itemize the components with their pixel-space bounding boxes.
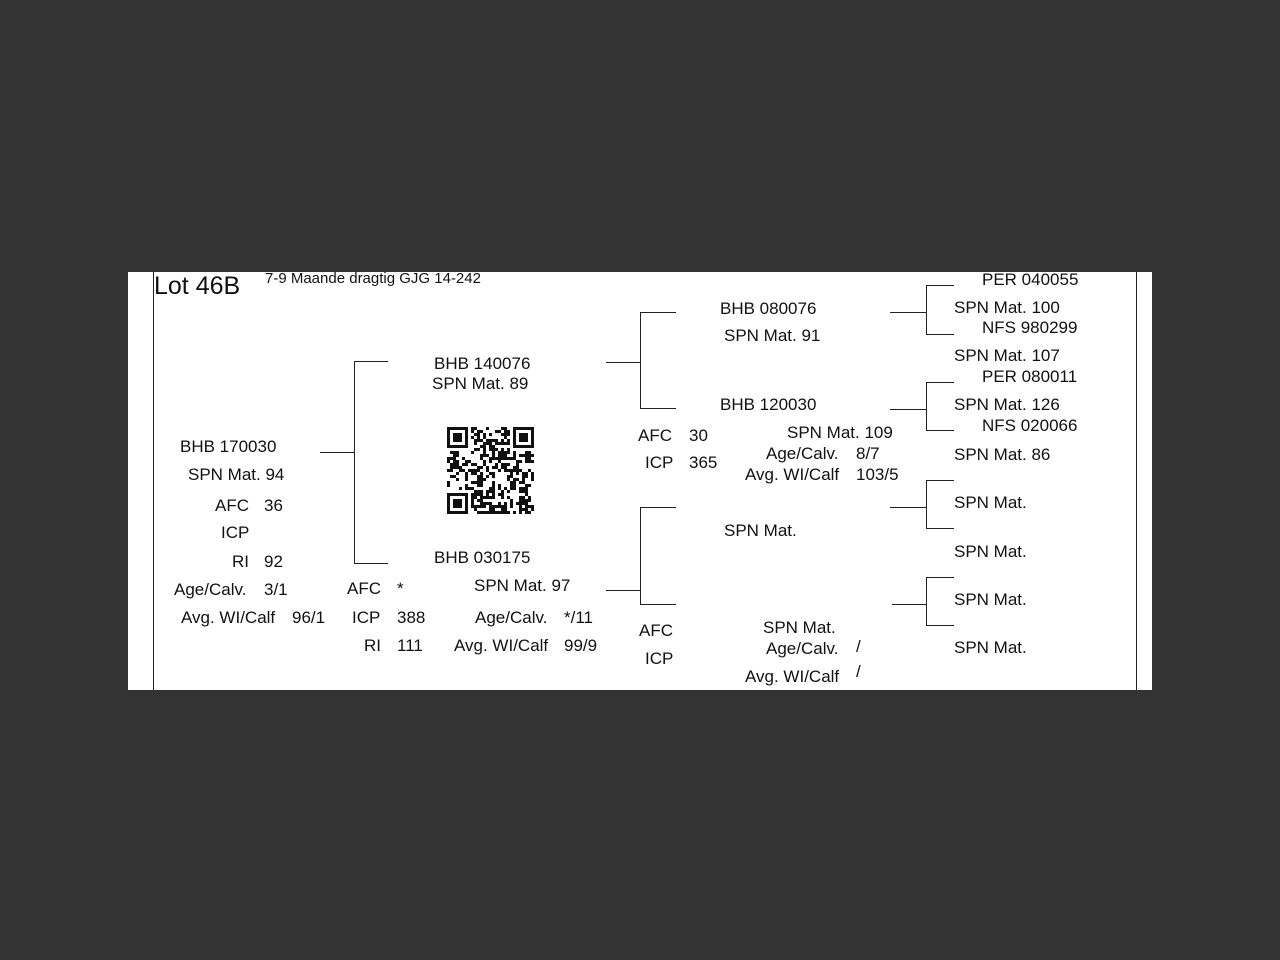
- gen4-ss-sire-id: PER 040055: [982, 272, 1079, 289]
- dam-wi-value: 99/9: [564, 636, 598, 655]
- bracket-animal-bottom: [354, 563, 388, 564]
- dam-dam-icp-label: ICP: [645, 649, 674, 668]
- dam-icp-label: ICP: [352, 608, 381, 627]
- bracket-ss-stem: [890, 312, 926, 313]
- dam-dam-afc-label: AFC: [639, 621, 673, 640]
- sire-dam-afc-label: AFC: [638, 426, 672, 445]
- bracket-dam-stem: [606, 590, 640, 591]
- bracket-dd-bottom: [926, 625, 954, 626]
- animal-id: BHB 170030: [180, 437, 277, 456]
- animal-age-label: Age/Calv.: [174, 580, 247, 599]
- animal-age-value: 3/1: [264, 580, 288, 599]
- lot-subtitle: 7-9 Maande dragtig GJG 14-242: [265, 272, 481, 287]
- gen4-sd-dam-id: NFS 020066: [982, 416, 1078, 435]
- sire-sire-id: BHB 080076: [720, 299, 817, 318]
- bracket-animal-stem: [320, 452, 354, 453]
- animal-spn: SPN Mat. 94: [188, 465, 285, 484]
- dam-afc-label: AFC: [347, 579, 381, 598]
- sire-dam-icp-value: 365: [689, 453, 718, 472]
- animal-wi-label: Avg. WI/Calf: [181, 608, 276, 627]
- sire-dam-age-label: Age/Calv.: [766, 444, 839, 463]
- sire-dam-wi-value: 103/5: [856, 465, 899, 484]
- bracket-ss-bottom: [926, 334, 954, 335]
- lot-title: Lot 46B: [154, 272, 241, 300]
- dam-wi-label: Avg. WI/Calf: [454, 636, 549, 655]
- dam-sire-spn: SPN Mat.: [724, 521, 797, 540]
- sire-dam-icp-label: ICP: [645, 453, 674, 472]
- dam-dam-age-value: /: [856, 637, 861, 656]
- bracket-ss-vertical: [926, 285, 927, 335]
- animal-ri-label: RI: [232, 552, 249, 571]
- bracket-ds-top: [926, 480, 954, 481]
- sire-dam-id: BHB 120030: [720, 395, 817, 414]
- bracket-sire-stem: [606, 362, 640, 363]
- dam-afc-value: *: [397, 579, 404, 598]
- gen4-sd-dam-spn: SPN Mat. 86: [954, 445, 1051, 464]
- animal-afc-label: AFC: [215, 496, 249, 515]
- animal-wi-value: 96/1: [292, 608, 326, 627]
- bracket-sire-bottom: [640, 408, 676, 409]
- gen4-ds-sire-spn: SPN Mat.: [954, 493, 1027, 512]
- bracket-sire-top: [640, 312, 676, 313]
- dam-spn: SPN Mat. 97: [474, 576, 571, 595]
- dam-ri-value: 111: [397, 636, 423, 655]
- pedigree-document: [128, 272, 1152, 690]
- animal-afc-value: 36: [264, 496, 283, 515]
- sire-dam-spn: SPN Mat. 109: [787, 423, 893, 442]
- sire-sire-spn: SPN Mat. 91: [724, 326, 821, 345]
- bracket-dd-vertical: [926, 577, 927, 626]
- sire-id: BHB 140076: [434, 354, 531, 373]
- bracket-dam-top: [640, 507, 676, 508]
- bracket-ds-stem: [890, 507, 926, 508]
- right-border-line: [1136, 272, 1137, 690]
- dam-age-label: Age/Calv.: [475, 608, 548, 627]
- dam-id: BHB 030175: [434, 548, 531, 567]
- animal-ri-value: 92: [264, 552, 283, 571]
- gen4-sd-sire-id: PER 080011: [982, 367, 1078, 386]
- bracket-ds-bottom: [926, 528, 954, 529]
- gen4-dd-dam-spn: SPN Mat.: [954, 638, 1027, 657]
- qr-code: [447, 427, 534, 514]
- dam-ri-label: RI: [364, 636, 381, 655]
- animal-icp-label: ICP: [221, 523, 250, 542]
- bracket-dam-bottom: [640, 604, 676, 605]
- bracket-sd-stem: [890, 409, 926, 410]
- sire-dam-afc-value: 30: [689, 426, 708, 445]
- gen4-sd-sire-spn: SPN Mat. 126: [954, 395, 1060, 414]
- sire-dam-wi-label: Avg. WI/Calf: [745, 465, 840, 484]
- bracket-ds-vertical: [926, 480, 927, 529]
- bracket-animal-top: [354, 361, 388, 362]
- bracket-sire-vertical: [640, 312, 641, 409]
- bracket-dam-vertical: [640, 507, 641, 605]
- bracket-sd-top: [926, 382, 954, 383]
- bracket-dd-stem: [892, 604, 926, 605]
- dam-dam-wi-label: Avg. WI/Calf: [745, 667, 840, 686]
- dam-dam-spn: SPN Mat.: [763, 618, 836, 637]
- dam-icp-value: 388: [397, 608, 426, 627]
- bracket-sd-bottom: [926, 430, 954, 431]
- gen4-ds-dam-spn: SPN Mat.: [954, 542, 1027, 561]
- dam-dam-wi-value: /: [856, 662, 861, 681]
- left-border-line: [153, 272, 154, 690]
- gen4-ss-dam-id: NFS 980299: [982, 318, 1078, 337]
- gen4-dd-sire-spn: SPN Mat.: [954, 590, 1027, 609]
- bracket-sd-vertical: [926, 382, 927, 431]
- bracket-dd-top: [926, 577, 954, 578]
- dam-dam-age-label: Age/Calv.: [766, 639, 839, 658]
- bracket-ss-top: [926, 285, 954, 286]
- sire-dam-age-value: 8/7: [856, 444, 880, 463]
- dam-age-value: */11: [564, 608, 593, 627]
- gen4-ss-sire-spn: SPN Mat. 100: [954, 298, 1060, 317]
- sire-spn: SPN Mat. 89: [432, 374, 529, 393]
- bracket-animal-vertical: [354, 361, 355, 564]
- gen4-ss-dam-spn: SPN Mat. 107: [954, 346, 1060, 365]
